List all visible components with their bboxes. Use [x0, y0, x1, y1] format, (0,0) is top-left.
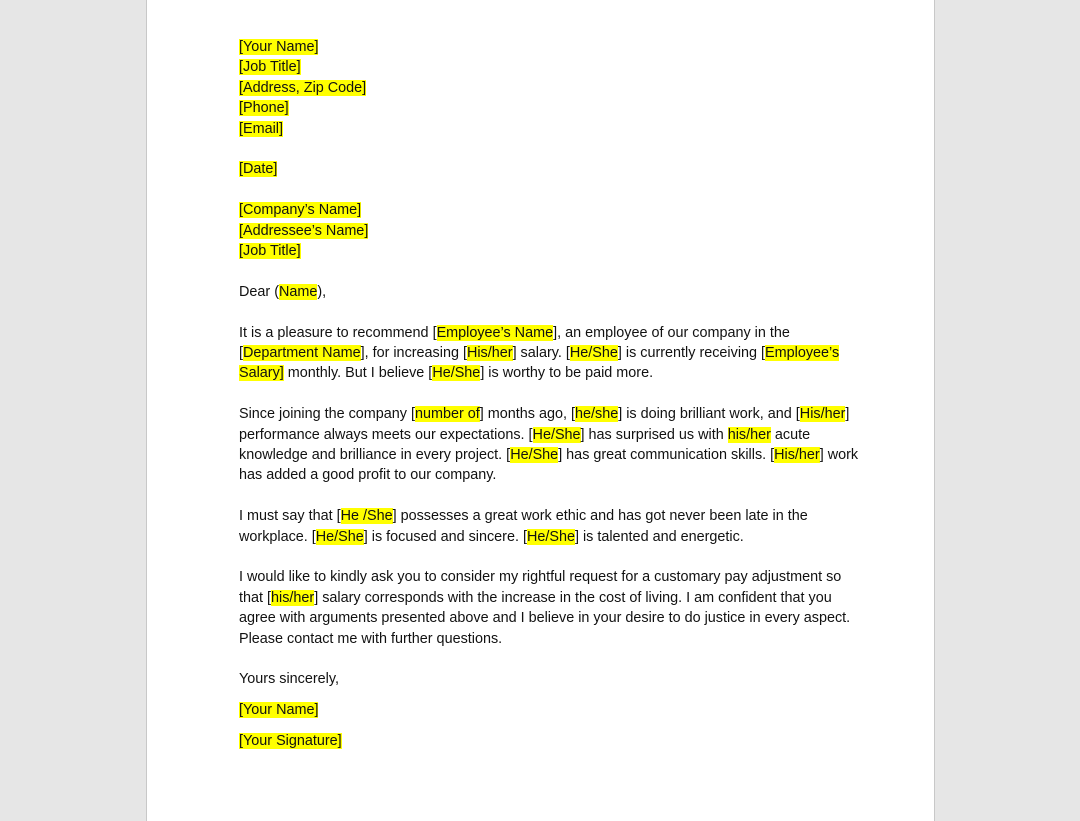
- p1-placeholder: Department Name: [243, 345, 361, 362]
- salutation-prefix: Dear (: [239, 283, 279, 300]
- p1-placeholder: He/She: [432, 365, 481, 382]
- p2-text: ] has great communication skills. [: [558, 447, 775, 464]
- p2-placeholder: He/She: [532, 426, 581, 443]
- document-page: [146, 0, 935, 821]
- p1-text: It is a pleasure to recommend [: [239, 324, 437, 341]
- paragraph-work-ethic: [239, 506, 859, 547]
- p2-text: Since joining the company [: [239, 406, 415, 423]
- p1-placeholder: His/her: [466, 345, 513, 362]
- p2-text: ] work has added a good profit to our company.: [239, 447, 859, 484]
- letter-body[interactable]: [239, 37, 859, 752]
- p2-text: ] performance always meets our expectations. [: [239, 406, 850, 443]
- p4-placeholder: his/her: [271, 589, 315, 606]
- p1-text: ] is currently receiving [: [617, 345, 766, 362]
- closing: Yours sincerely,: [239, 671, 339, 688]
- recipient-company: [Company’s Name]: [239, 202, 362, 219]
- p3-text: ] possesses a great work ethic and has got never been late in the workplace. [: [239, 508, 808, 545]
- p3-placeholder: He/She: [526, 528, 575, 545]
- sender-job-title: [Job Title]: [239, 59, 301, 76]
- signoff-name: [Your Name]: [239, 702, 319, 719]
- sender-block: [239, 37, 859, 139]
- recipient-block: [239, 200, 859, 261]
- p1-text: ] salary. [: [512, 345, 570, 362]
- p1-text: monthly. But I believe [: [283, 365, 433, 382]
- p4-text: I would like to kindly ask you to consider my rightful request for a customary pay adjustment so that [: [239, 569, 842, 606]
- p2-placeholder: His/her: [774, 447, 820, 464]
- p1-text: ], for increasing [: [360, 345, 467, 362]
- signoff-name-line: [239, 700, 859, 720]
- date-block: [239, 159, 859, 179]
- p2-placeholder: number of: [415, 406, 480, 423]
- p4-text: ] salary corresponds with the increase in the cost of living. I am confident that you agree with arguments presented above and I believe in your desire to do justice in every aspect. Please contact me with further questions.: [239, 589, 851, 647]
- p2-text: ] is doing brilliant work, and [: [618, 406, 800, 423]
- letter-date: [Date]: [239, 161, 278, 178]
- recipient-job-title: [Job Title]: [239, 243, 301, 260]
- p3-placeholder: He/She: [315, 528, 364, 545]
- p2-placeholder: his/her: [727, 426, 771, 443]
- p2-placeholder: he/she: [575, 406, 619, 423]
- p3-text: ] is talented and energetic.: [574, 528, 744, 545]
- salutation: [239, 282, 859, 302]
- p1-text: ], an employee of our company in the [: [239, 324, 790, 362]
- p2-placeholder: His/her: [799, 406, 846, 423]
- paragraph-request: [239, 567, 859, 649]
- signature-line: [239, 731, 859, 751]
- p2-text: ] has surprised us with: [580, 426, 728, 443]
- p2-placeholder: He/She: [510, 447, 559, 464]
- p1-placeholder: He/She: [569, 345, 618, 362]
- p3-text: I must say that [: [239, 508, 341, 525]
- paragraph-performance: [239, 404, 859, 486]
- sender-address: [Address, Zip Code]: [239, 79, 367, 96]
- signature: [Your Signature]: [239, 733, 342, 750]
- recipient-addressee: [Addressee’s Name]: [239, 222, 369, 239]
- salutation-name: Name: [278, 283, 318, 300]
- sender-phone: [Phone]: [239, 100, 289, 117]
- p2-text: acute knowledge and brilliance in every project. [: [239, 426, 811, 464]
- p3-placeholder: He /She: [340, 508, 393, 525]
- sender-email: [Email]: [239, 120, 283, 137]
- p1-text: ] is worthy to be paid more.: [480, 365, 654, 382]
- sender-name: [Your Name]: [239, 39, 319, 55]
- p3-text: ] is focused and sincere. [: [363, 528, 527, 545]
- salutation-suffix: ),: [317, 283, 327, 300]
- p1-placeholder: Employee’s Salary]: [239, 345, 840, 382]
- p2-text: ] months ago, [: [479, 406, 575, 423]
- p1-placeholder: Employee’s Name: [436, 324, 554, 341]
- paragraph-recommendation: [239, 323, 859, 384]
